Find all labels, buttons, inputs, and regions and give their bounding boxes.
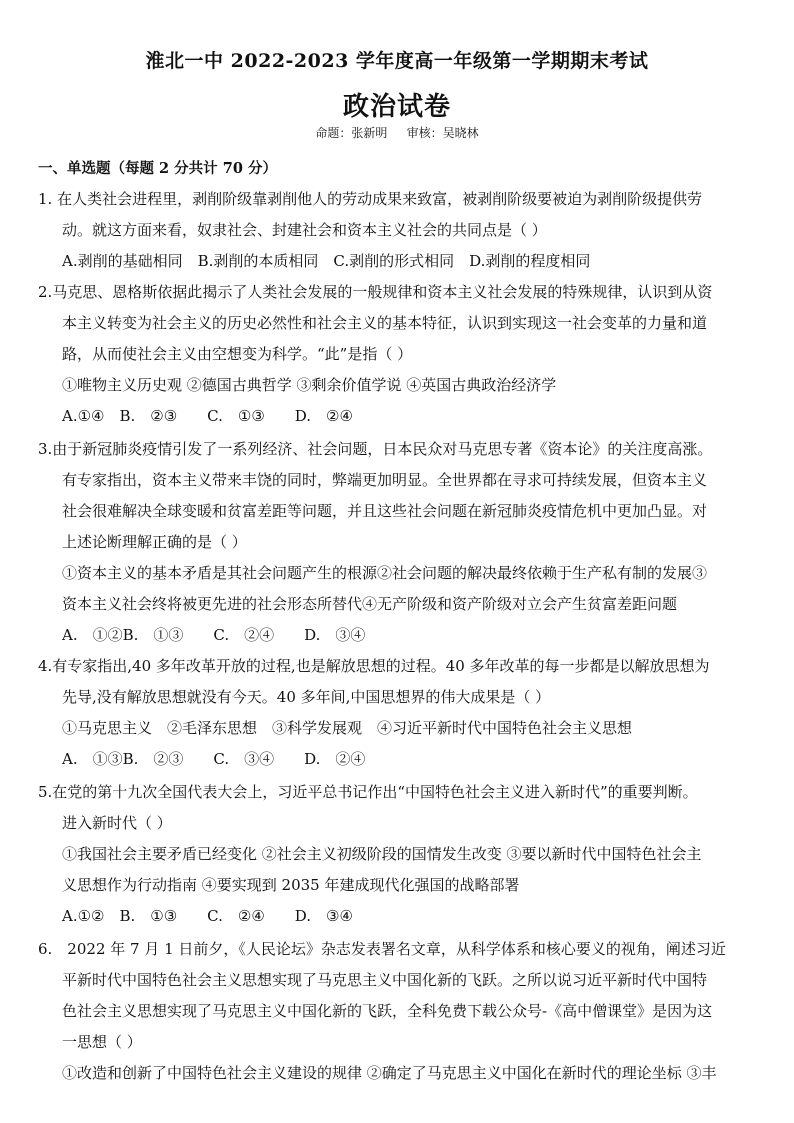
answer-options: A. ①②B. ①③ C. ②④ D. ③④: [62, 626, 366, 644]
question-line: 先导,没有解放思想就没有今天。40 多年间,中国思想界的伟大成果是（ ）: [62, 688, 551, 706]
question-5: [38, 777, 778, 932]
question-line: 动。就这方面来看，奴隶社会、封建社会和资本主义社会的共同点是（ ）: [62, 221, 547, 239]
question-line: 有专家指出，资本主义带来丰饶的同时，弊端更加明显。全世界都在寻求可持续发展，但资本主义: [62, 471, 708, 489]
question-line: 3.由于新冠肺炎疫情引发了一系列经济、社会问题，日本民众对马克思专著《资本论》的关注度高涨。: [38, 440, 713, 458]
question-line: 路，从而使社会主义由空想变为科学。“此”是指（ ）: [62, 345, 413, 363]
question-1: [38, 184, 778, 277]
answer-options: A. ①③B. ②③ C. ③④ D. ②④: [62, 750, 366, 768]
question-line: 上述论断理解正确的是（ ）: [62, 533, 247, 551]
section-title: 一、单选题（每题 2 分共计 70 分）: [38, 160, 277, 177]
question-line: 一思想（ ）: [62, 1033, 142, 1051]
question-6: [38, 934, 778, 1089]
choice-items: 义思想作为行动指南 ④要实现到 2035 年建成现代化强国的战略部署: [62, 876, 520, 894]
choice-items: ①改造和创新了中国特色社会主义建设的规律 ②确定了马克思主义中国化在新时代的理论坐标 ③丰: [62, 1064, 717, 1082]
question-3: [38, 434, 778, 651]
choice-items: ①唯物主义历史观 ②德国古典哲学 ③剩余价值学说 ④英国古典政治经济学: [62, 376, 557, 394]
choice-items: ①我国社会主要矛盾已经变化 ②社会主义初级阶段的国情发生改变 ③要以新时代中国特色社会主: [62, 845, 702, 863]
question-line: 进入新时代（ ）: [62, 814, 172, 832]
reviewer-label: 审核：吴晓林: [406, 126, 479, 140]
choice-items: ①马克思主义 ②毛泽东思想 ③科学发展观 ④习近平新时代中国特色社会主义思想: [62, 719, 633, 737]
question-line: 色社会主义思想实现了马克思主义中国化新的飞跃，全科免费下载公众号-《高中僧课堂》是因为这: [62, 1002, 713, 1020]
question-line: 5.在党的第十九次全国代表大会上，习近平总书记作出“中国特色社会主义进入新时代”的重要判断。: [38, 783, 698, 801]
question-line: 平新时代中国特色社会主义思想实现了马克思主义中国化新的飞跃。之所以说习近平新时代中国特: [62, 971, 708, 989]
exam-title: 淮北一中 2022-2023 学年度高一年级第一学期期末考试: [145, 50, 649, 72]
question-2: [38, 277, 778, 432]
author-line: [0, 124, 794, 141]
choice-items: 资本主义社会终将被更先进的社会形态所替代④无产阶级和资产阶级对立会产生贫富差距问题: [62, 595, 678, 613]
question-line: 6. 2022 年 7 月 1 日前夕，《人民论坛》杂志发表署名文章，从科学体系和核心要义的视角，阐述习近: [38, 940, 726, 958]
choice-items: ①资本主义的基本矛盾是其社会问题产生的根源②社会问题的解决最终依赖于生产私有制的发展③: [62, 564, 708, 582]
answer-options: A.①② B. ①③ C. ②④ D. ③④: [62, 907, 353, 925]
question-line: 本主义转变为社会主义的历史必然性和社会主义的基本特征，认识到实现这一社会变革的力量和道: [62, 314, 708, 332]
answer-options: A.①④ B. ②③ C. ①③ D. ②④: [62, 407, 353, 425]
question-line: 1. 在人类社会进程里，剥削阶级靠剥削他人的劳动成果来致富，被剥削阶级要被迫为剥削阶级提供劳: [38, 190, 703, 208]
question-line: 社会很难解决全球变暖和贫富差距等问题，并且这些社会问题在新冠肺炎疫情危机中更加凸显。对: [62, 502, 708, 520]
question-4: [38, 651, 778, 775]
exam-subject: 政治试卷: [342, 92, 451, 122]
question-line: 4.有专家指出,40 多年改革开放的过程,也是解放思想的过程。40 多年改革的每一步都是以解放思想为: [38, 657, 710, 675]
question-line: 2.马克思、恩格斯依据此揭示了人类社会发展的一般规律和资本主义社会发展的特殊规律，认识到从资: [38, 283, 713, 301]
answer-options: A.剥削的基础相同 B.剥削的本质相同 C.剥削的形式相同 D.剥削的程度相同: [62, 252, 591, 270]
author-label: 命题：张新明: [315, 126, 388, 140]
